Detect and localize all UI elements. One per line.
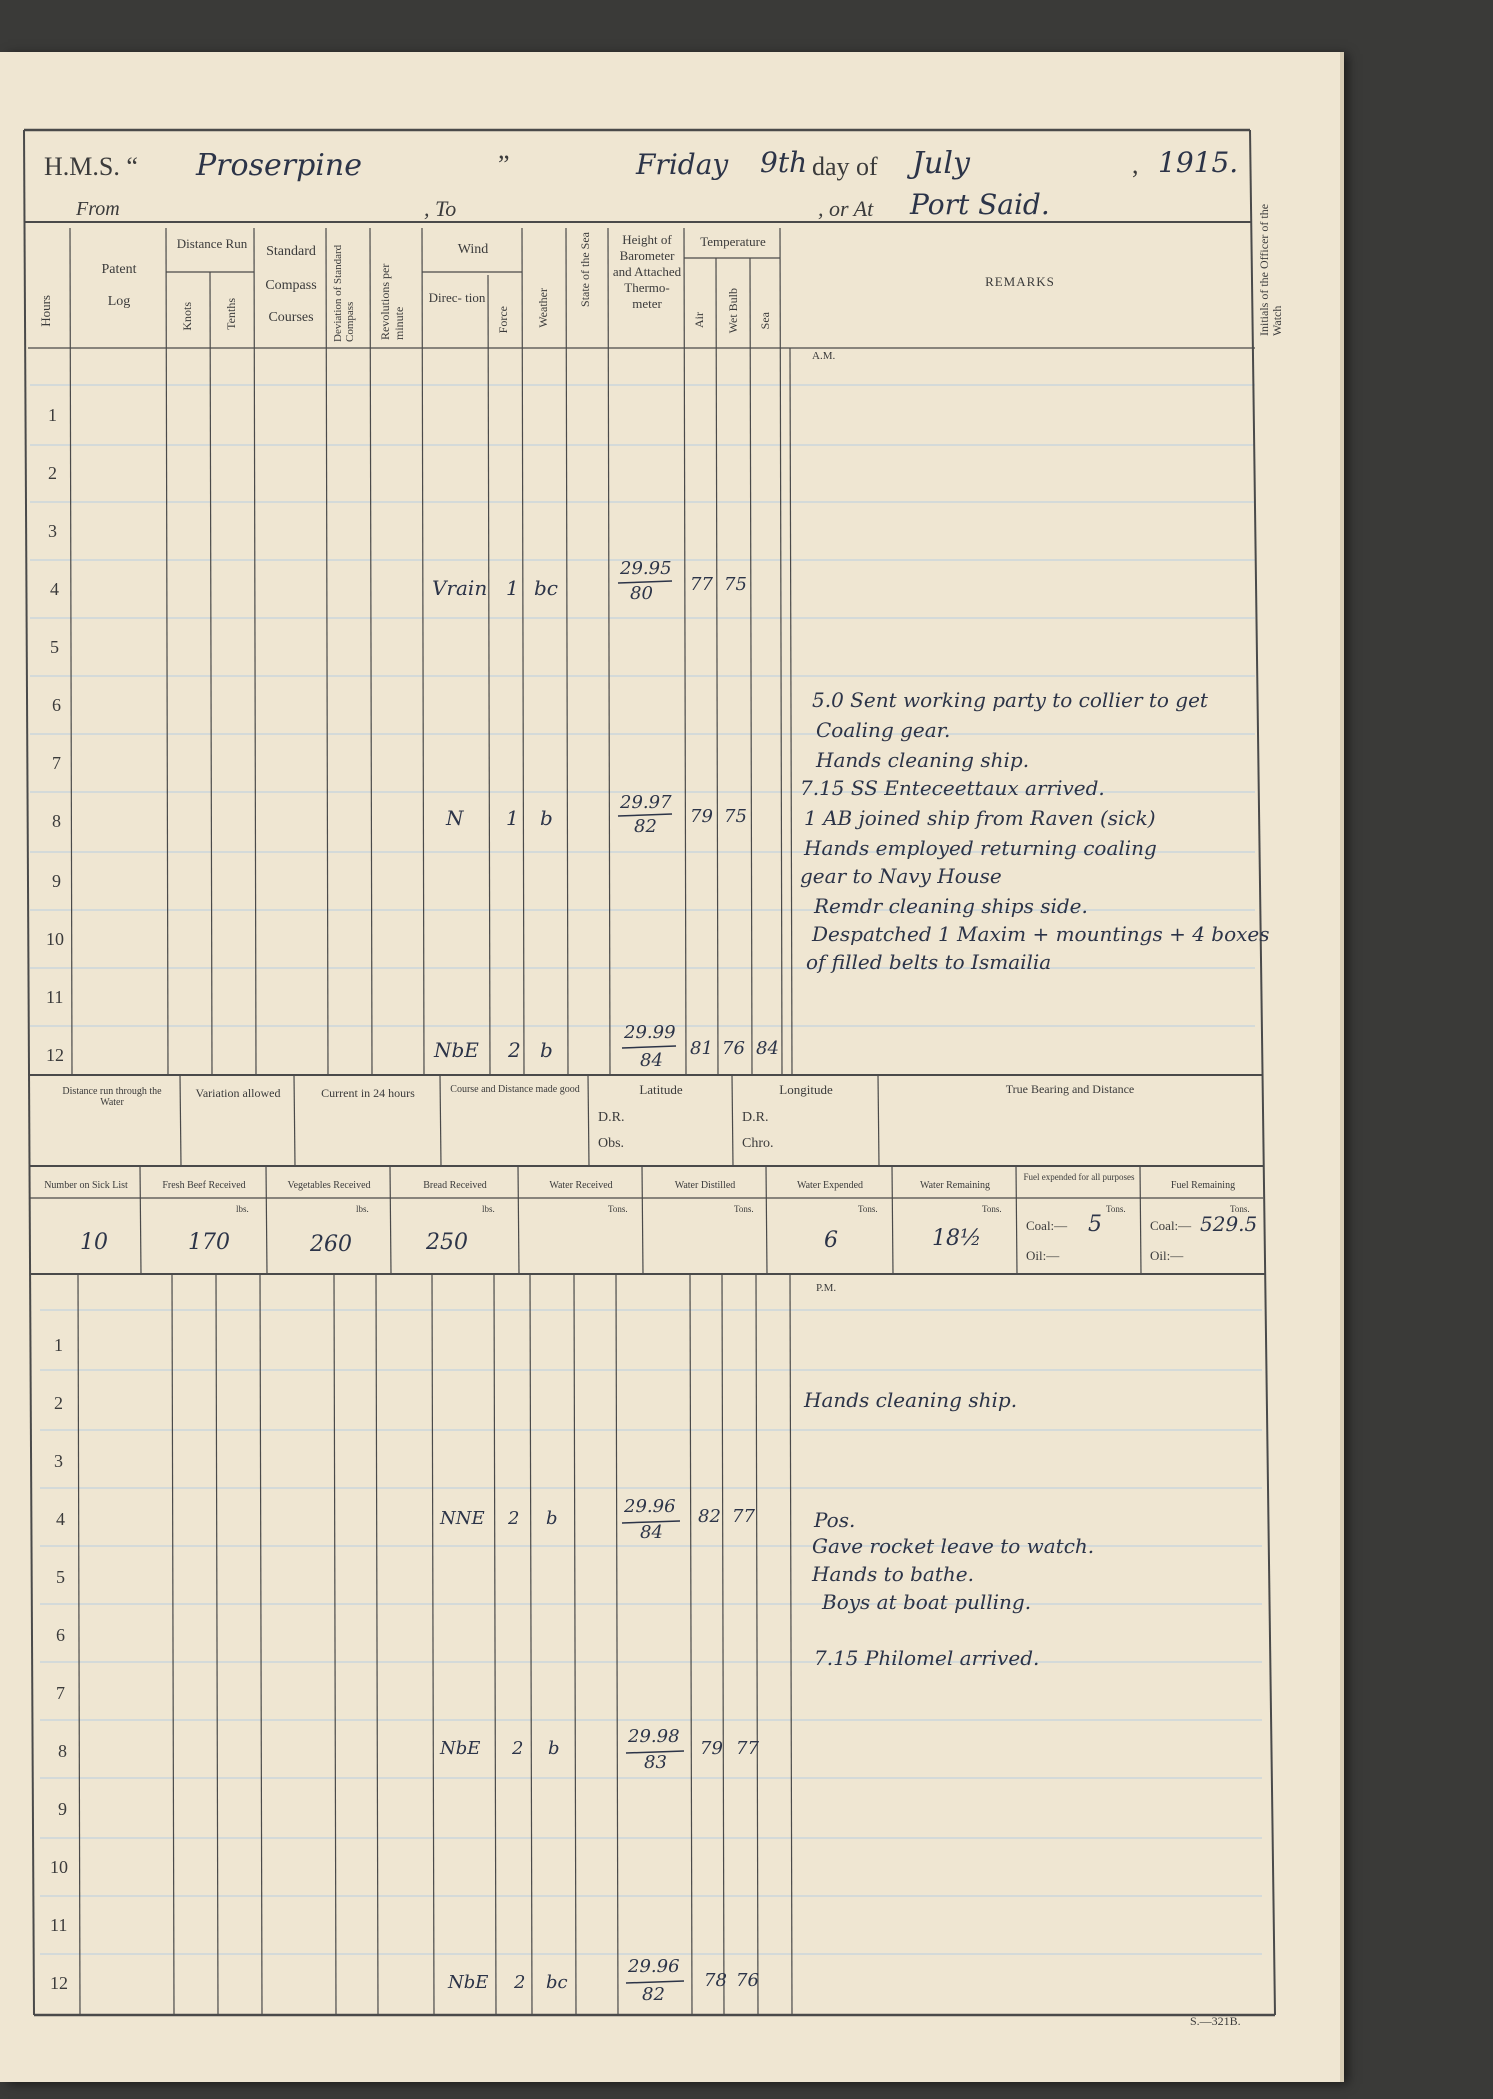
col-force: Force — [496, 306, 510, 334]
pm8-weather: b — [548, 1738, 560, 1759]
am-hour-7: 7 — [52, 753, 61, 773]
pm4-baro: 29.96 — [624, 1496, 676, 1517]
col-hours: Hours — [38, 295, 53, 327]
col-wet-bulb: Wet Bulb — [726, 288, 740, 334]
pm-hour-11: 11 — [50, 1915, 68, 1935]
pm4-thermo: 84 — [640, 1522, 663, 1543]
unit-vegetables: lbs. — [356, 1204, 369, 1214]
am4-baro: 29.95 — [620, 558, 672, 579]
pm-hour-4: 4 — [56, 1509, 65, 1529]
pm4-air: 82 — [698, 1506, 721, 1527]
pm-remark-4: Hands to bathe. — [812, 1562, 974, 1586]
am-remark-3: Hands cleaning ship. — [816, 748, 1030, 772]
fuel-exp-oil-label: Oil:— — [1026, 1248, 1060, 1263]
col-initials: Initials of the Officer of the Watch — [1257, 203, 1284, 336]
val-coal-remaining: 529.5 — [1200, 1212, 1258, 1236]
sum-fuel-remaining: Fuel Remaining — [1170, 1180, 1236, 1191]
pm8-thermo: 83 — [644, 1752, 667, 1773]
am-hour-2: 2 — [48, 463, 57, 483]
am-hour-5: 5 — [50, 637, 59, 657]
val-fresh-beef: 170 — [188, 1230, 230, 1255]
pm12-wind-dir: NbE — [448, 1972, 489, 1993]
unit-fuel-expended: Tons. — [1106, 1204, 1126, 1214]
am-label: A.M. — [812, 350, 836, 362]
col-direction: Direc- tion — [428, 290, 486, 305]
or-at-label: , or At — [818, 196, 874, 221]
pm-hour-2: 2 — [54, 1393, 63, 1413]
hms-label: H.M.S. “ — [44, 152, 138, 181]
col-compass: Compass — [265, 278, 317, 293]
am4-wind-dir: Vrain — [432, 576, 488, 600]
col-courses: Courses — [268, 310, 314, 325]
col-barometer: Height of Barometer and Attached Thermo- meter — [612, 232, 682, 311]
pm12-weather: bc — [546, 1972, 568, 1993]
fuel-exp-coal-label: Coal:— — [1026, 1218, 1068, 1233]
am4-thermo: 80 — [630, 583, 653, 604]
am12-thermo: 84 — [640, 1050, 663, 1071]
am-hour-11: 11 — [46, 987, 64, 1007]
am8-wind-dir: N — [446, 806, 464, 830]
am8-force: 1 — [506, 806, 519, 830]
unit-water-received: Tons. — [608, 1204, 628, 1214]
pm-label: P.M. — [816, 1282, 837, 1294]
am4-air: 77 — [690, 574, 713, 595]
am12-force: 2 — [508, 1038, 521, 1062]
pm-hour-6: 6 — [56, 1625, 65, 1645]
sum-dr-2: D.R. — [742, 1110, 769, 1125]
am-remark-6: Hands employed returning coaling — [804, 836, 1157, 860]
am4-weather: bc — [534, 576, 559, 600]
sum-current: Current in 24 hours — [321, 1086, 415, 1100]
am-hour-10: 10 — [46, 929, 64, 949]
col-revolutions: Revolutions per minute — [378, 263, 406, 340]
year-comma: , — [1132, 150, 1139, 179]
sum-bread: Bread Received — [423, 1180, 487, 1191]
pm12-wet: 76 — [736, 1970, 759, 1991]
pm8-air: 79 — [700, 1738, 723, 1759]
col-weather: Weather — [536, 288, 550, 328]
col-deviation: Deviation of Standard Compass — [332, 244, 356, 342]
pm12-baro: 29.96 — [628, 1956, 680, 1977]
col-knots: Knots — [180, 302, 194, 331]
pm-remark-5: Boys at boat pulling. — [822, 1590, 1032, 1614]
sum-dr: D.R. — [598, 1110, 625, 1125]
to-label: , To — [424, 196, 457, 221]
pm8-wind-dir: NbE — [440, 1738, 481, 1759]
val-coal-expended: 5 — [1088, 1212, 1102, 1237]
pm-hour-3: 3 — [54, 1451, 63, 1471]
am-hour-12: 12 — [46, 1045, 64, 1065]
am4-wet: 75 — [724, 574, 747, 595]
pm-hour-7: 7 — [56, 1683, 65, 1703]
am-remark-9: Despatched 1 Maxim + mountings + 4 boxes — [812, 922, 1270, 946]
sum-water-distilled: Water Distilled — [674, 1180, 736, 1191]
am8-wet: 75 — [724, 806, 747, 827]
month: July — [912, 146, 970, 181]
pm-remark-2: Pos. — [814, 1508, 856, 1532]
unit-water-remaining: Tons. — [982, 1204, 1002, 1214]
am12-baro: 29.99 — [624, 1022, 676, 1043]
am4-force: 1 — [506, 576, 519, 600]
am-remark-2: Coaling gear. — [816, 718, 951, 742]
col-state-sea: State of the Sea — [578, 232, 592, 307]
from-label: From — [76, 198, 120, 220]
pm-remark-6: 7.15 Philomel arrived. — [814, 1646, 1040, 1670]
unit-water-distilled: Tons. — [734, 1204, 754, 1214]
sum-distance-run: Distance run through the Water — [62, 1086, 162, 1108]
weekday: Friday — [636, 148, 729, 181]
unit-fuel-remaining: Tons. — [1230, 1204, 1250, 1214]
am12-wet: 76 — [722, 1038, 745, 1059]
am-hour-1: 1 — [48, 405, 57, 425]
fuel-rem-coal-label: Coal:— — [1150, 1218, 1192, 1233]
pm4-force: 2 — [508, 1508, 520, 1529]
am12-wind-dir: NbE — [434, 1038, 479, 1062]
pm4-wet: 77 — [732, 1506, 755, 1527]
col-patent-log: Patent — [101, 262, 137, 277]
fuel-rem-oil-label: Oil:— — [1150, 1248, 1184, 1263]
day-of-label: day of — [812, 152, 878, 181]
am-remark-4: 7.15 SS Enteceettaux arrived. — [800, 776, 1105, 800]
sum-latitude: Latitude — [639, 1082, 683, 1097]
form-number: S.—321B. — [1190, 2014, 1241, 2028]
am8-thermo: 82 — [634, 816, 657, 837]
am12-weather: b — [540, 1038, 553, 1062]
sum-course-distance: Course and Distance made good — [450, 1084, 580, 1095]
sum-vegetables: Vegetables Received — [287, 1180, 371, 1191]
am-remark-1: 5.0 Sent working party to collier to get — [812, 688, 1208, 712]
sum-true-bearing: True Bearing and Distance — [1005, 1082, 1135, 1096]
sum-fuel-expended: Fuel expended for all purposes — [1023, 1172, 1135, 1182]
am-hour-6: 6 — [52, 695, 61, 715]
sum-chro: Chro. — [742, 1136, 774, 1151]
am-remark-5: 1 AB joined ship from Raven (sick) — [804, 806, 1156, 830]
pm4-weather: b — [546, 1508, 558, 1529]
am8-weather: b — [540, 806, 553, 830]
col-sea: Sea — [758, 312, 772, 330]
sum-fresh-beef: Fresh Beef Received — [162, 1180, 246, 1191]
sum-water-received: Water Received — [549, 1180, 613, 1191]
val-water-expended: 6 — [824, 1228, 838, 1253]
am12-sea: 84 — [756, 1038, 779, 1059]
pm4-wind-dir: NNE — [440, 1508, 485, 1529]
sum-water-remaining: Water Remaining — [919, 1180, 990, 1191]
day-number: 9th — [760, 146, 808, 179]
pm-hour-9: 9 — [58, 1799, 67, 1819]
am-remark-10: of filled belts to Ismailia — [806, 950, 1052, 974]
unit-beef: lbs. — [236, 1204, 249, 1214]
pm-hour-10: 10 — [50, 1857, 68, 1877]
pm8-force: 2 — [512, 1738, 524, 1759]
unit-bread: lbs. — [482, 1204, 495, 1214]
am-hour-4: 4 — [50, 579, 59, 599]
pm-hour-8: 8 — [58, 1741, 67, 1761]
col-air: Air — [692, 312, 706, 328]
am-remark-7: gear to Navy House — [800, 864, 1002, 888]
col-remarks: REMARKS — [985, 274, 1055, 289]
am-remark-8: Remdr cleaning ships side. — [814, 894, 1088, 918]
unit-water-expended: Tons. — [858, 1204, 878, 1214]
pm12-force: 2 — [514, 1972, 526, 1993]
pm-hour-1: 1 — [54, 1335, 63, 1355]
sum-sick-list: Number on Sick List — [44, 1180, 128, 1191]
val-water-remaining: 18½ — [932, 1226, 982, 1251]
col-wind: Wind — [457, 242, 489, 257]
val-bread: 250 — [426, 1230, 468, 1255]
val-sick-list: 10 — [80, 1230, 108, 1255]
am-hour-9: 9 — [52, 871, 61, 891]
col-distance-run: Distance Run — [176, 236, 248, 251]
pm-remark-3: Gave rocket leave to watch. — [812, 1534, 1095, 1558]
pm8-wet: 77 — [736, 1738, 759, 1759]
sum-longitude: Longitude — [779, 1082, 833, 1097]
am8-air: 79 — [690, 806, 713, 827]
sum-variation: Variation allowed — [195, 1086, 281, 1100]
pm-hour-5: 5 — [56, 1567, 65, 1587]
pm12-thermo: 82 — [642, 1984, 665, 2005]
am-hour-8: 8 — [52, 811, 61, 831]
col-patent-log-2: Log — [107, 294, 131, 309]
sum-water-expended: Water Expended — [796, 1180, 864, 1191]
am8-baro: 29.97 — [620, 792, 672, 813]
pm-hour-12: 12 — [50, 1973, 68, 1993]
sum-obs: Obs. — [598, 1136, 625, 1151]
val-vegetables: 260 — [310, 1232, 352, 1257]
am12-air: 81 — [690, 1038, 713, 1059]
year: 1915. — [1158, 146, 1239, 179]
pm12-air: 78 — [704, 1970, 727, 1991]
pm-remark-1: Hands cleaning ship. — [804, 1388, 1018, 1412]
location: Port Said. — [910, 188, 1050, 221]
col-tenths: Tenths — [224, 298, 238, 330]
am-hour-3: 3 — [48, 521, 57, 541]
ship-name: Proserpine — [196, 148, 362, 183]
pm8-baro: 29.98 — [628, 1726, 680, 1747]
col-standard: Standard — [266, 244, 316, 259]
close-quote: ” — [498, 150, 510, 179]
col-temperature: Temperature — [700, 234, 766, 249]
